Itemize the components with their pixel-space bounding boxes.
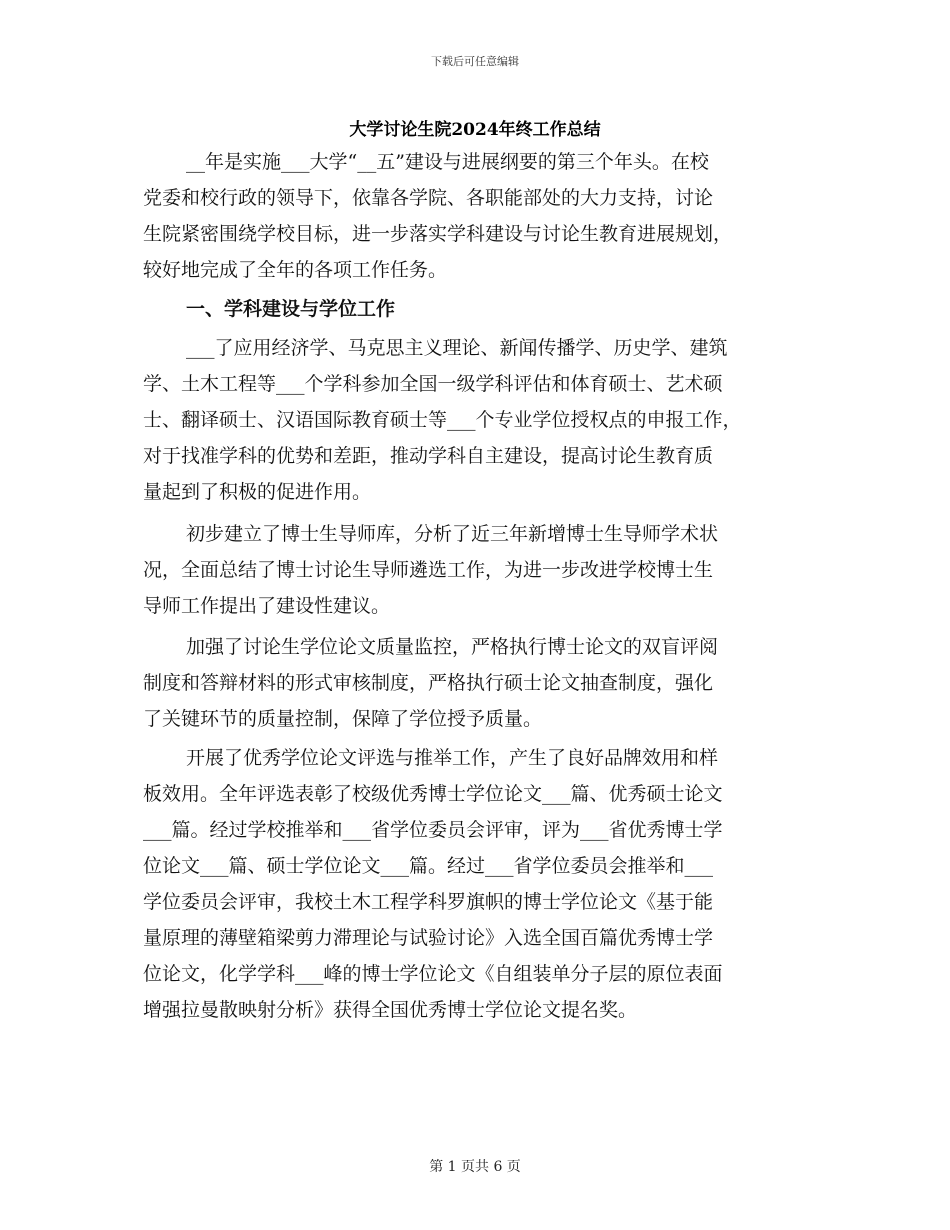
line-text: 士、翻译硕士、汉语国际教育硕士等___个专业学位授权点的申报工作， <box>143 409 742 431</box>
line-text: 初步建立了博士生导师库，分析了近三年新增博士生导师学术状 <box>186 523 719 545</box>
line-text: 了关键环节的质量控制，保障了学位授予质量。 <box>143 708 543 730</box>
line-text: 较好地完成了全年的各项工作任务。 <box>143 259 448 281</box>
line-text: 学位委员会评审，我校土木工程学科罗旗帜的博士学位论文《基于能 <box>143 891 714 913</box>
line-text: 党委和校行政的领导下，依靠各学院、各职能部处的大力支持，讨论 <box>143 187 714 209</box>
heading-text: 一、学科建设与学位工作 <box>186 298 396 320</box>
line-text: 量起到了积极的促进作用。 <box>143 481 372 503</box>
line-text: 加强了讨论生学位论文质量监控，严格执行博士论文的双盲评阅 <box>186 636 719 658</box>
line-text: ___了应用经济学、马克思主义理论、新闻传播学、历史学、建筑 <box>186 337 728 359</box>
document-title: 大学讨论生院2024年终工作总结 <box>349 120 601 140</box>
line-text: 位论文___篇、硕士学位论文___篇。经过___省学位委员会推举和___ <box>143 855 714 877</box>
line-text: 生院紧密围绕学校目标，进一步落实学科建设与讨论生教育进展规划， <box>143 223 733 245</box>
page-footer: 第 1 页共 6 页 <box>429 1159 521 1175</box>
page-header: 下载后可任意编辑 <box>431 55 519 68</box>
line-text: 对于找准学科的优势和差距，推动学科自主建设，提高讨论生教育质 <box>143 445 714 467</box>
line-text: 学、土木工程等___个学科参加全国一级学科评估和体育硕士、艺术硕 <box>143 373 723 395</box>
line-text: 增强拉曼散映射分析》获得全国优秀博士学位论文提名奖。 <box>143 999 638 1021</box>
line-text: 制度和答辩材料的形式审核制度，严格执行硕士论文抽查制度，强化 <box>143 672 714 694</box>
line-text: 量原理的薄壁箱梁剪力滞理论与试验讨论》入选全国百篇优秀博士学 <box>143 927 714 949</box>
line-text: __年是实施___大学“__五”建设与进展纲要的第三个年头。在校 <box>186 151 709 173</box>
line-text: 况，全面总结了博士讨论生导师遴选工作，为进一步改进学校博士生 <box>143 559 714 581</box>
line-text: 导师工作提出了建设性建议。 <box>143 595 391 617</box>
line-text: 位论文，化学学科___峰的博士学位论文《自组装单分子层的原位表面 <box>143 963 723 985</box>
line-text: 开展了优秀学位论文评选与推举工作，产生了良好品牌效用和样 <box>186 747 719 769</box>
line-text: ___篇。经过学校推举和___省学位委员会评审，评为___省优秀博士学 <box>143 819 723 841</box>
line-text: 板效用。全年评选表彰了校级优秀博士学位论文___篇、优秀硕士论文 <box>143 783 723 805</box>
